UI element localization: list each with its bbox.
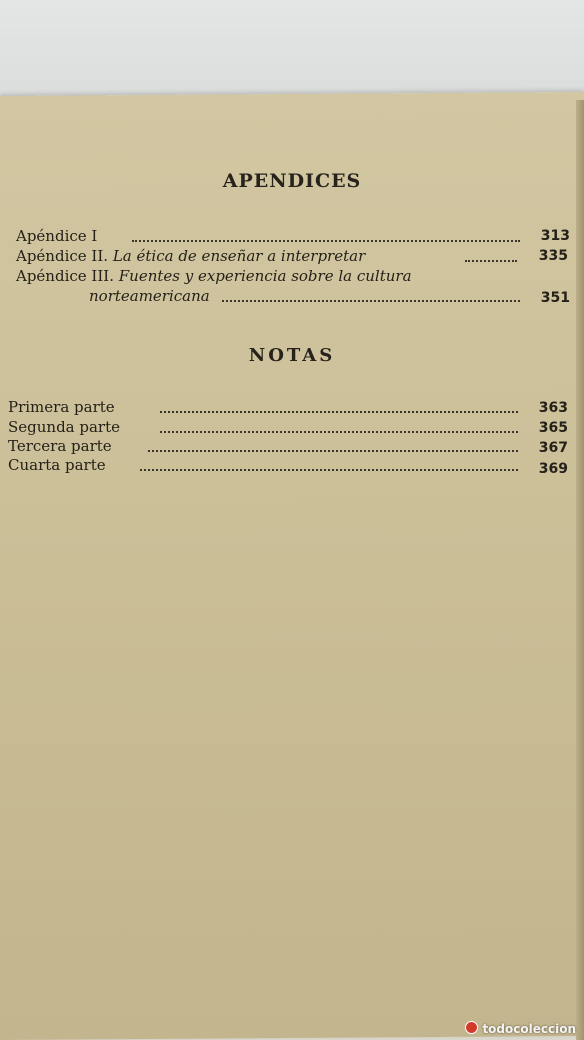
watermark-logo-icon (465, 1021, 478, 1034)
toc-entry-apendice-3-cont (89, 287, 210, 305)
notas-heading: NOTAS (248, 345, 336, 366)
toc-entry-apendice-2 (16, 247, 365, 265)
toc-entry-label: Apéndice III. (16, 267, 114, 285)
toc-entry-apendice-1 (16, 227, 97, 245)
toc-entry-cuarta-parte (8, 456, 106, 474)
toc-entry-segunda-parte (8, 418, 120, 436)
toc-page-number: 313 (540, 228, 570, 244)
toc-entry-title: Fuentes y experiencia sobre la cultura (118, 267, 412, 285)
apendices-heading: APENDICES (222, 170, 362, 192)
toc-entry-apendice-3 (16, 267, 412, 285)
toc-page-number: 335 (538, 248, 568, 264)
watermark-text: todocoleccion (482, 1022, 576, 1036)
dot-leader (160, 429, 518, 433)
toc-entry-title: norteamericana (89, 287, 210, 305)
toc-page-number: 351 (540, 290, 570, 306)
toc-entry-tercera-parte (8, 437, 112, 455)
toc-entry-primera-parte (8, 398, 115, 416)
toc-entry-title: La ética de enseñar a interpretar (112, 247, 366, 265)
toc-page-number: 367 (538, 440, 568, 456)
toc-page-number: 363 (538, 400, 568, 416)
watermark (465, 1021, 576, 1036)
dot-leader (465, 258, 517, 262)
toc-entry-label: Tercera parte (8, 437, 112, 455)
dot-leader (160, 409, 518, 413)
dot-leader (132, 238, 520, 242)
dot-leader (222, 298, 520, 302)
dot-leader (140, 467, 518, 471)
toc-entry-label: Cuarta parte (8, 456, 106, 474)
toc-entry-label: Segunda parte (8, 418, 121, 436)
dot-leader (148, 448, 518, 452)
toc-entry-label: Apéndice I (16, 227, 98, 245)
toc-page-number: 369 (538, 461, 568, 477)
toc-entry-label: Primera parte (8, 398, 115, 416)
toc-entry-label: Apéndice II. (16, 247, 109, 265)
page-edge (576, 100, 584, 1040)
toc-page-number: 365 (538, 420, 568, 436)
